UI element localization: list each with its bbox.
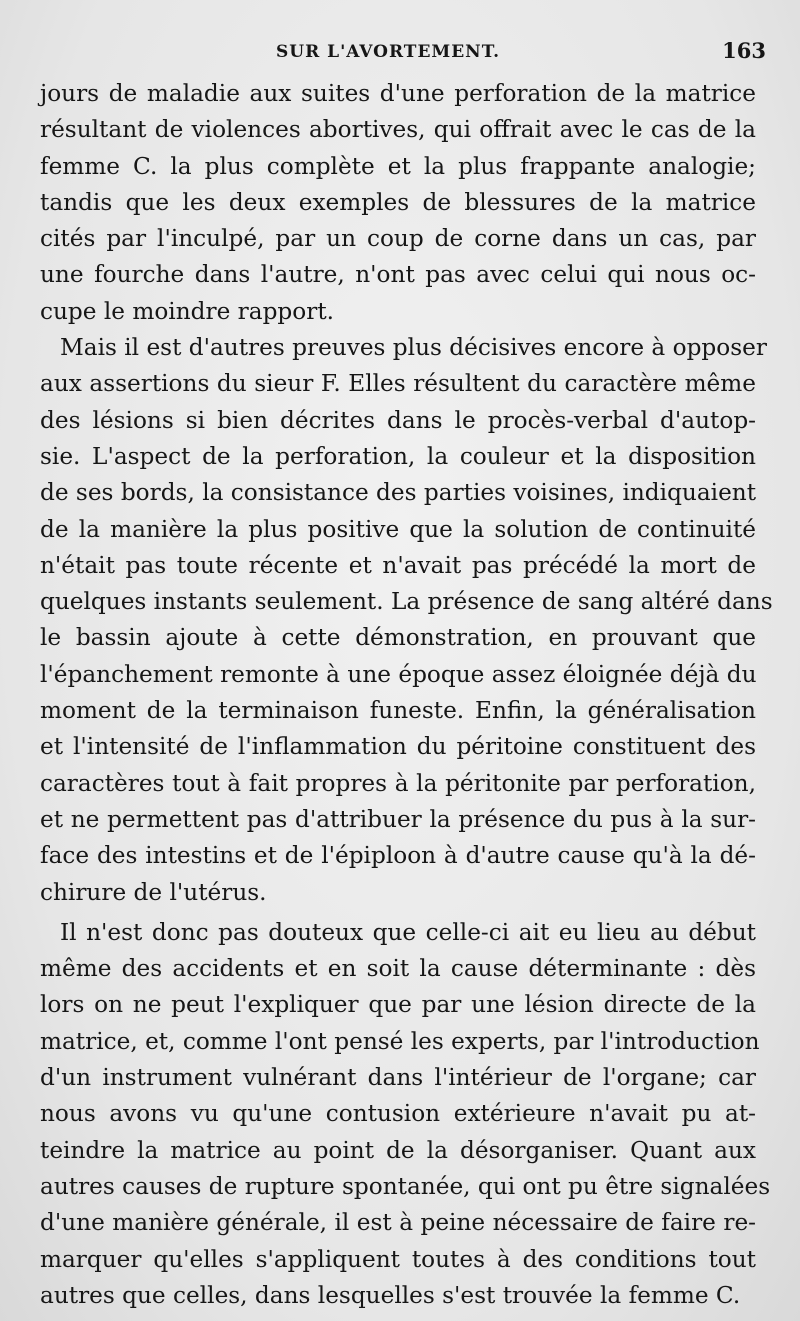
text-line: cités par l'inculpé, par un coup de corne dans un cas, par — [40, 225, 756, 253]
text-line: d'un instrument vulnérant dans l'intérieur de l'organe; car — [40, 1064, 756, 1092]
text-line: matrice, et, comme l'ont pensé les experts, par l'introduction — [40, 1027, 760, 1055]
text-line: quelques instants seulement. La présence de sang altéré dans — [40, 588, 773, 616]
text-line: d'une manière générale, il est à peine nécessaire de faire re- — [40, 1209, 756, 1237]
text-line: et ne permettent pas d'attribuer la présence du pus à la sur- — [40, 805, 756, 833]
page-number: 163 — [722, 38, 766, 63]
text-line: l'épanchement remonte à une époque assez éloignée déjà du — [40, 660, 757, 688]
text-line: Mais il est d'autres preuves plus décisives encore à opposer — [60, 334, 767, 362]
text-line: tandis que les deux exemples de blessures de la matrice — [40, 188, 756, 216]
body-text — [40, 76, 773, 1314]
text-line: de la manière la plus positive que la solution de continuité — [40, 515, 756, 543]
text-line: des lésions si bien décrites dans le procès-verbal d'autop- — [40, 406, 756, 434]
text-line: le bassin ajoute à cette démonstration, en prouvant que — [40, 624, 756, 652]
text-line: résultant de violences abortives, qui offrait avec le cas de la — [40, 116, 756, 144]
text-line: cupe le moindre rapport. — [40, 297, 335, 325]
paragraph-1 — [40, 76, 756, 330]
paragraph-3 — [40, 915, 771, 1314]
text-line: teindre la matrice au point de la désorganiser. Quant aux — [40, 1136, 756, 1164]
text-line: une fourche dans l'autre, n'ont pas avec celui qui nous oc- — [40, 261, 756, 289]
text-line: autres causes de rupture spontanée, qui ont pu être signalées — [40, 1172, 771, 1200]
text-line: autres que celles, dans lesquelles s'est trouvée la femme C. — [40, 1281, 741, 1309]
running-head — [40, 38, 780, 68]
text-line: marquer qu'elles s'appliquent toutes à des conditions tout — [40, 1245, 756, 1273]
text-line: de ses bords, la consistance des parties voisines, indiquaient — [40, 479, 757, 507]
text-line: même des accidents et en soit la cause déterminante : dès — [40, 955, 756, 983]
text-line: femme C. la plus complète et la plus frappante analogie; — [40, 152, 756, 180]
text-line: moment de la terminaison funeste. Enfin, la généralisation — [40, 697, 756, 725]
text-line: face des intestins et de l'épiploon à d'autre cause qu'à la dé- — [40, 842, 756, 870]
text-line: chirure de l'utérus. — [40, 878, 267, 906]
text-line: Il n'est donc pas douteux que celle-ci ait eu lieu au début — [60, 918, 756, 946]
text-line: lors on ne peut l'expliquer que par une lésion directe de la — [40, 991, 756, 1019]
running-title: SUR L'AVORTEMENT. — [276, 42, 501, 62]
text-line: nous avons vu qu'une contusion extérieure n'avait pu at- — [40, 1100, 756, 1128]
text-line: jours de maladie aux suites d'une perforation de la matrice — [40, 80, 756, 107]
text-line: aux assertions du sieur F. Elles résultent du caractère même — [40, 370, 756, 398]
text-line: n'était pas toute récente et n'avait pas précédé la mort de — [40, 551, 756, 579]
text-line: caractères tout à fait propres à la péritonite par perforation, — [40, 769, 756, 797]
paragraph-2 — [40, 330, 773, 911]
text-line: et l'intensité de l'inflammation du péritoine constituent des — [40, 733, 756, 761]
text-line: sie. L'aspect de la perforation, la couleur et la disposition — [40, 442, 756, 470]
